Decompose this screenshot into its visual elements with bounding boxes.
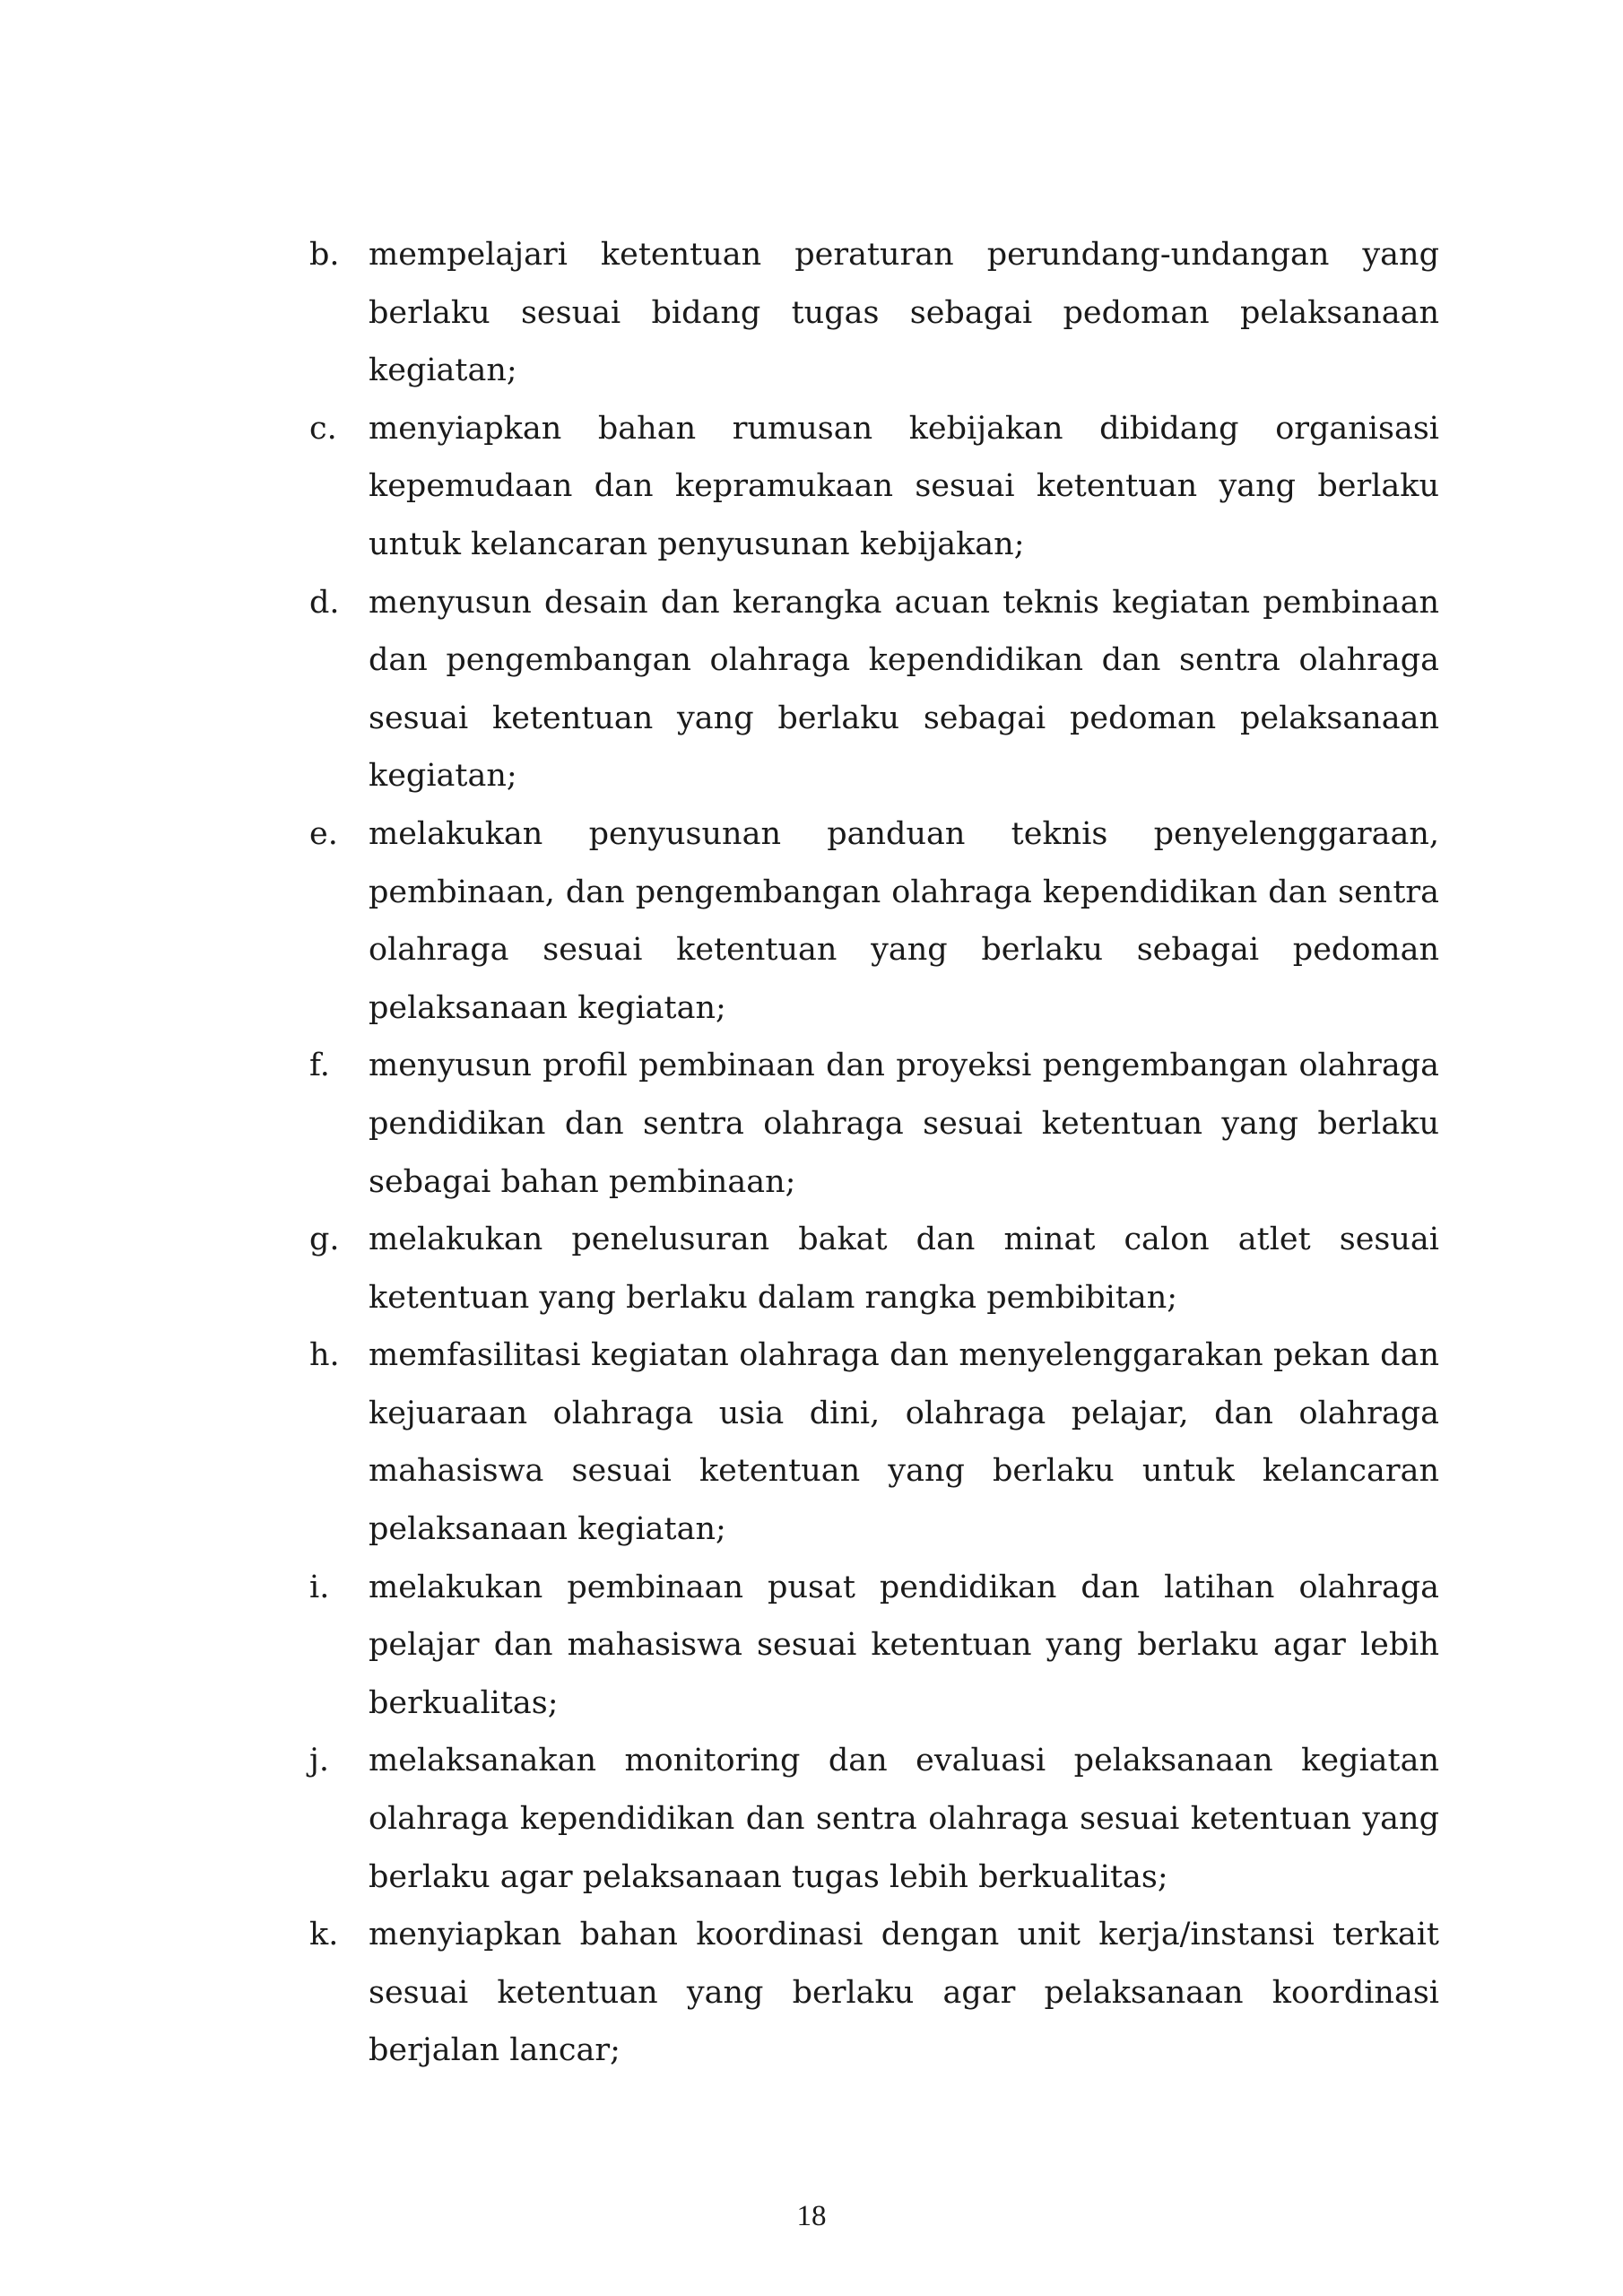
page-number: 18 (796, 2200, 827, 2232)
list-marker: h. (309, 1337, 340, 1374)
list-item-text: mempelajari ketentuan peraturan perundang-undangan yang berlaku sesuai bidang tugas sebagai pedoman pelaksanaan kegiatan; (369, 237, 1439, 389)
list-item (309, 1559, 1439, 1733)
list-marker: d. (309, 584, 340, 621)
list-item-text: melakukan pembinaan pusat pendidikan dan latihan olahraga pelajar dan mahasiswa sesuai ketentuan yang berlaku agar lebih berkualitas; (369, 1569, 1439, 1721)
list-item (309, 226, 1439, 400)
list-item (309, 805, 1439, 1037)
list-item-text: menyiapkan bahan koordinasi dengan unit kerja/instansi terkait sesuai ketentuan yang berlaku agar pelaksanaan koordinasi berjalan lancar; (369, 1917, 1439, 2069)
list-item-text: melakukan penyusunan panduan teknis penyelenggaraan, pembinaan, dan pengembangan olahraga kependidikan dan sentra olahraga sesuai ketentuan yang berlaku sebagai pedoman pelaksanaan kegiatan; (369, 815, 1439, 1026)
list-marker: c. (309, 410, 337, 447)
list-item (309, 1732, 1439, 1906)
list-item (309, 1037, 1439, 1211)
list-item-text: menyiapkan bahan rumusan kebijakan dibidang organisasi kepemudaan dan kepramukaan sesuai ketentuan yang berlaku untuk kelancaran penyusunan kebijakan; (369, 410, 1439, 562)
list-marker: b. (309, 237, 340, 273)
list-item (309, 1211, 1439, 1326)
list-marker: j. (309, 1743, 329, 1779)
list-marker: e. (309, 815, 338, 852)
list-item-text: melakukan penelusuran bakat dan minat calon atlet sesuai ketentuan yang berlaku dalam rangka pembibitan; (369, 1222, 1439, 1316)
list-marker: g. (309, 1222, 340, 1258)
list-item (309, 1326, 1439, 1558)
list-item (309, 400, 1439, 574)
list-item-text: memfasilitasi kegiatan olahraga dan menyelenggarakan pekan dan kejuaraan olahraga usia dini, olahraga pelajar, dan olahraga mahasiswa sesuai ketentuan yang berlaku untuk kelancaran pelaksanaan kegiatan; (369, 1337, 1439, 1548)
list-item-text: menyusun desain dan kerangka acuan teknis kegiatan pembinaan dan pengembangan olahraga kependidikan dan sentra olahraga sesuai ketentuan yang berlaku sebagai pedoman pelaksanaan kegiatan; (369, 584, 1439, 795)
list-marker: k. (309, 1917, 339, 1953)
list-marker: i. (309, 1569, 330, 1605)
list-item (309, 1906, 1439, 2080)
list-item-text: menyusun profil pembinaan dan proyeksi pengembangan olahraga pendidikan dan sentra olahraga sesuai ketentuan yang berlaku sebagai bahan pembinaan; (369, 1048, 1439, 1200)
list-marker: f. (309, 1048, 330, 1084)
list-item-text: melaksanakan monitoring dan evaluasi pelaksanaan kegiatan olahraga kependidikan dan sentra olahraga sesuai ketentuan yang berlaku agar pelaksanaan tugas lebih berkualitas; (369, 1743, 1439, 1895)
list-item (309, 574, 1439, 805)
duty-list (309, 226, 1439, 2080)
